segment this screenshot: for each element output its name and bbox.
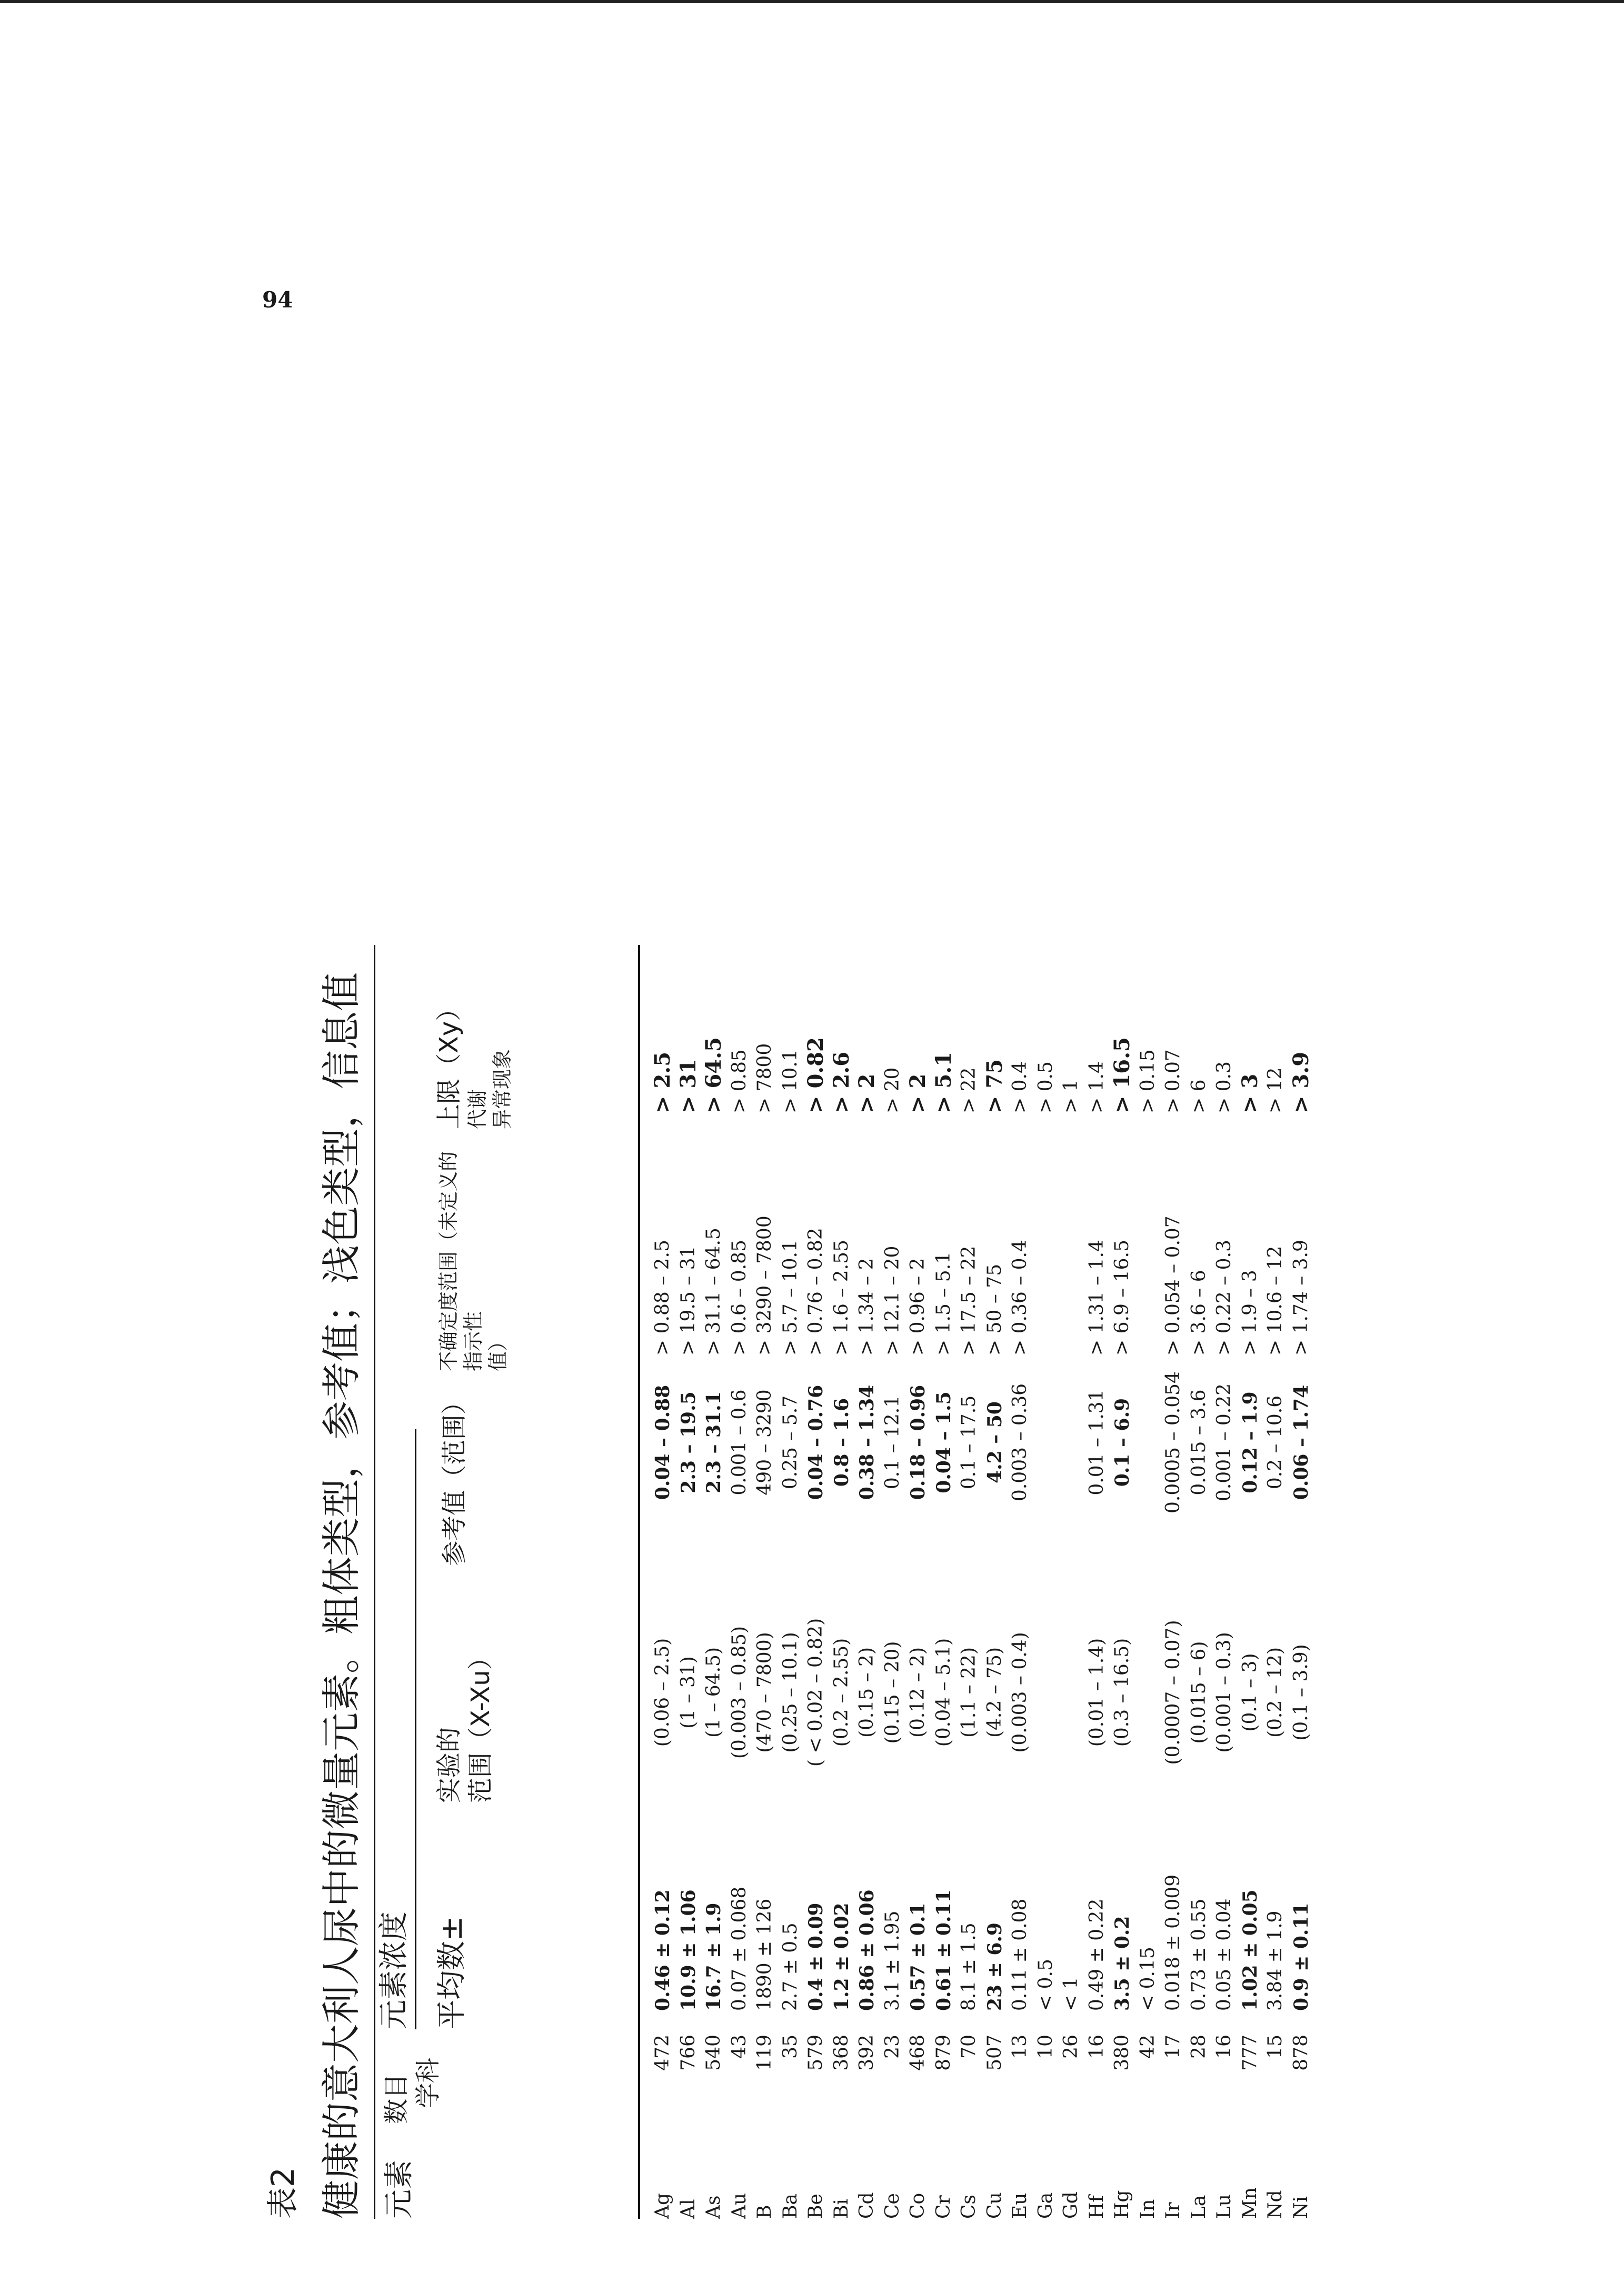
experimental-range-cell: (0.2 – 12)	[1264, 1647, 1286, 1738]
mean-cell: 0.018 ± 0.009	[1162, 1874, 1184, 2011]
header-rule-concentration	[415, 1429, 416, 2029]
mean-cell: 8.1 ± 1.5	[958, 1922, 980, 2011]
experimental-range-cell: (0.06 – 2.5)	[652, 1638, 673, 1747]
experimental-range-cell: (1 – 31)	[677, 1656, 699, 1729]
mean-cell: 1890 ± 126	[754, 1898, 775, 2011]
element-cell: Ni	[1290, 2196, 1312, 2219]
mean-cell: 3.1 ± 1.95	[881, 1910, 903, 2011]
experimental-range-cell: (4.2 – 75)	[983, 1647, 1005, 1738]
header-mean: 平均数±	[435, 1916, 469, 2029]
reference-range-cell: 0.001 – 0.6	[728, 1389, 750, 1496]
header-upper-2: 代谢	[466, 1089, 489, 1129]
mean-cell: < 1	[1060, 1977, 1082, 2011]
reference-range-cell: 0.04 – 0.76	[805, 1384, 827, 1500]
experimental-range-cell: (0.1 – 3)	[1239, 1653, 1261, 1732]
subjects-cell: 16	[1213, 2035, 1235, 2059]
header-subjects-2: 学科	[413, 2057, 443, 2108]
element-cell: Nd	[1264, 2190, 1286, 2219]
element-cell: Hg	[1111, 2190, 1133, 2219]
subjects-cell: 540	[703, 2035, 724, 2071]
uncertainty-range-cell: > 3.6 – 6	[1188, 1270, 1210, 1356]
experimental-range-cell: (0.015 – 6)	[1188, 1641, 1210, 1744]
mean-cell: 0.9 ± 0.11	[1290, 1902, 1312, 2011]
header-rule-bottom	[638, 945, 640, 2219]
header-upper-3: 异常现象	[491, 1049, 514, 1129]
reference-range-cell: 0.06 – 1.74	[1290, 1384, 1312, 1500]
upper-limit-cell: > 2	[905, 1073, 930, 1113]
subjects-cell: 13	[1009, 2035, 1031, 2059]
mean-cell: 0.05 ± 0.04	[1213, 1898, 1235, 2011]
subjects-cell: 879	[932, 2035, 954, 2071]
upper-limit-cell: > 3.9	[1288, 1051, 1313, 1113]
table-caption: 表2	[265, 2167, 302, 2219]
uncertainty-range-cell: > 10.6 – 12	[1264, 1245, 1286, 1356]
uncertainty-range-cell: > 0.76 – 0.82	[805, 1228, 826, 1356]
mean-cell: 0.57 ± 0.1	[907, 1902, 929, 2011]
subjects-cell: 16	[1085, 2035, 1108, 2059]
element-cell: Ag	[652, 2193, 673, 2219]
upper-limit-cell: > 2.6	[829, 1051, 854, 1113]
upper-limit-cell: > 12	[1264, 1067, 1286, 1113]
subjects-cell: 392	[856, 2035, 878, 2071]
top-border-rule	[0, 0, 1624, 3]
mean-cell: 0.07 ± 0.068	[728, 1886, 750, 2011]
mean-cell: 0.46 ± 0.12	[652, 1889, 674, 2011]
header-concentration: 元素浓度	[377, 1911, 411, 2029]
reference-range-cell: 0.04 – 1.5	[932, 1391, 955, 1493]
reference-range-cell: 0.8 – 1.6	[830, 1398, 853, 1487]
experimental-range-cell: ( < 0.02 – 0.82)	[805, 1618, 826, 1767]
element-cell: Be	[805, 2194, 826, 2219]
experimental-range-cell: (0.15 – 2)	[856, 1647, 878, 1738]
upper-limit-cell: > 0.07	[1162, 1049, 1184, 1113]
upper-limit-cell: > 31	[675, 1059, 701, 1113]
experimental-range-cell: (0.01 – 1.4)	[1085, 1638, 1108, 1747]
rotated-table-page	[232, 358, 1484, 2240]
reference-range-cell: 0.04 – 0.88	[652, 1384, 674, 1500]
subjects-cell: 878	[1290, 2035, 1312, 2071]
header-uncertain-2: 指示性	[462, 1311, 485, 1371]
mean-cell: 16.7 ± 1.9	[703, 1902, 725, 2011]
subjects-cell: 380	[1111, 2035, 1133, 2071]
uncertainty-range-cell: > 1.6 – 2.55	[830, 1240, 852, 1356]
uncertainty-range-cell: > 19.5 – 31	[677, 1245, 699, 1356]
element-cell: Al	[677, 2199, 699, 2219]
subjects-cell: 28	[1188, 2035, 1210, 2059]
uncertainty-range-cell: > 1.34 – 2	[856, 1258, 878, 1356]
reference-range-cell: 0.1 – 6.9	[1111, 1398, 1133, 1487]
upper-limit-cell: > 0.4	[1009, 1061, 1031, 1113]
header-reference: 参考值（范围）	[440, 1389, 469, 1566]
reference-range-cell: 0.01 – 1.31	[1085, 1389, 1108, 1496]
element-cell: Bi	[830, 2199, 852, 2219]
mean-cell: 10.9 ± 1.06	[677, 1889, 700, 2011]
subjects-cell: 17	[1162, 2035, 1184, 2059]
upper-limit-cell: > 2	[854, 1073, 879, 1113]
subjects-cell: 43	[728, 2035, 750, 2059]
uncertainty-range-cell: > 0.36 – 0.4	[1009, 1240, 1031, 1356]
element-cell: Lu	[1213, 2194, 1235, 2219]
page-number: 94	[262, 287, 293, 313]
reference-range-cell: 0.003 – 0.36	[1009, 1383, 1031, 1502]
reference-range-cell: 490 – 3290	[754, 1389, 775, 1496]
element-cell: Mn	[1239, 2187, 1261, 2219]
subjects-cell: 26	[1060, 2035, 1082, 2059]
element-cell: Ba	[779, 2194, 801, 2219]
uncertainty-range-cell: > 17.5 – 22	[958, 1245, 980, 1356]
experimental-range-cell: (0.0007 – 0.07)	[1162, 1620, 1184, 1765]
mean-cell: 0.11 ± 0.08	[1009, 1898, 1031, 2011]
header-upper-1: 上限（Xy）	[434, 995, 464, 1129]
element-cell: Ce	[881, 2193, 903, 2219]
element-cell: Ga	[1034, 2192, 1057, 2219]
subjects-cell: 42	[1137, 2035, 1159, 2059]
reference-range-cell: 0.0005 – 0.054	[1162, 1371, 1184, 1513]
reference-range-cell: 2.3 – 19.5	[677, 1391, 700, 1493]
mean-cell: < 0.15	[1137, 1947, 1159, 2011]
experimental-range-cell: (0.3 – 16.5)	[1111, 1638, 1133, 1747]
experimental-range-cell: (0.003 – 0.85)	[728, 1626, 750, 1759]
uncertainty-range-cell: > 0.96 – 2	[907, 1258, 929, 1356]
uncertainty-range-cell: > 0.054 – 0.07	[1162, 1215, 1184, 1356]
uncertainty-range-cell: > 1.31 – 1.4	[1085, 1240, 1108, 1356]
reference-range-cell: 0.001 – 0.22	[1213, 1383, 1235, 1502]
upper-limit-cell: > 0.15	[1137, 1049, 1159, 1113]
element-cell: La	[1188, 2195, 1210, 2219]
mean-cell: 3.5 ± 0.2	[1111, 1916, 1133, 2011]
mean-cell: 0.86 ± 0.06	[856, 1889, 878, 2011]
element-cell: Eu	[1009, 2193, 1031, 2219]
mean-cell: 0.73 ± 0.55	[1188, 1898, 1210, 2011]
upper-limit-cell: > 64.5	[701, 1037, 726, 1113]
upper-limit-cell: > 3	[1237, 1073, 1262, 1113]
header-uncertain-3: 值）	[486, 1331, 510, 1371]
element-cell: Hf	[1085, 2195, 1108, 2219]
experimental-range-cell: (0.001 – 0.3)	[1213, 1632, 1235, 1753]
upper-limit-cell: > 0.3	[1213, 1061, 1235, 1113]
upper-limit-cell: > 2.5	[650, 1051, 675, 1113]
mean-cell: 0.4 ± 0.09	[805, 1902, 827, 2011]
subjects-cell: 23	[881, 2035, 903, 2059]
mean-cell: 2.7 ± 0.5	[779, 1922, 801, 2011]
uncertainty-range-cell: > 1.74 – 3.9	[1290, 1240, 1312, 1356]
experimental-range-cell: (0.2 – 2.55)	[830, 1638, 852, 1747]
upper-limit-cell: > 10.1	[779, 1049, 801, 1113]
upper-limit-cell: > 1.4	[1085, 1061, 1108, 1113]
experimental-range-cell: (0.12 – 2)	[907, 1647, 929, 1738]
reference-range-cell: 0.12 – 1.9	[1239, 1391, 1261, 1493]
mean-cell: 3.84 ± 1.9	[1264, 1910, 1286, 2011]
header-uncertain-1: 不确定度范围（未定义的	[437, 1151, 460, 1371]
experimental-range-cell: (1 – 64.5)	[703, 1647, 724, 1738]
element-cell: In	[1137, 2199, 1159, 2219]
uncertainty-range-cell: > 12.1 – 20	[881, 1245, 903, 1356]
reference-range-cell: 0.18 – 0.96	[907, 1384, 929, 1500]
uncertainty-range-cell: > 1.9 – 3	[1239, 1270, 1261, 1356]
upper-limit-cell: > 0.85	[728, 1049, 750, 1113]
subjects-cell: 472	[652, 2035, 673, 2071]
subjects-cell: 507	[983, 2035, 1005, 2071]
header-exp-range-1: 实验的	[434, 1727, 464, 1803]
subjects-cell: 766	[677, 2035, 699, 2071]
uncertainty-range-cell: > 0.22 – 0.3	[1213, 1240, 1235, 1356]
header-subjects-1: 数目	[382, 2073, 411, 2124]
uncertainty-range-cell: > 3290 – 7800	[754, 1215, 775, 1356]
subjects-cell: 10	[1034, 2035, 1057, 2059]
uncertainty-range-cell: > 50 – 75	[983, 1263, 1005, 1356]
subjects-cell: 119	[754, 2035, 775, 2071]
uncertainty-range-cell: > 1.5 – 5.1	[932, 1252, 954, 1356]
element-cell: Ir	[1162, 2202, 1184, 2219]
upper-limit-cell: > 5.1	[931, 1051, 956, 1113]
uncertainty-range-cell: > 6.9 – 16.5	[1111, 1240, 1133, 1356]
subjects-cell: 777	[1239, 2035, 1261, 2071]
experimental-range-cell: (0.15 – 20)	[881, 1641, 903, 1744]
mean-cell: 1.02 ± 0.05	[1239, 1889, 1261, 2011]
subjects-cell: 15	[1264, 2035, 1286, 2059]
uncertainty-range-cell: > 0.6 – 0.85	[728, 1240, 750, 1356]
upper-limit-cell: > 0.5	[1034, 1061, 1057, 1113]
header-exp-range-2: 范围（X-Xu）	[466, 1645, 495, 1803]
uncertainty-range-cell: > 5.7 – 10.1	[779, 1240, 801, 1356]
element-cell: Cs	[958, 2194, 980, 2219]
upper-limit-cell: > 1	[1060, 1079, 1082, 1113]
element-cell: Gd	[1060, 2191, 1082, 2219]
reference-range-cell: 0.2 – 10.6	[1264, 1395, 1286, 1490]
reference-range-cell: 2.3 – 31.1	[703, 1391, 725, 1493]
upper-limit-cell: > 0.82	[803, 1037, 828, 1113]
subjects-cell: 368	[830, 2035, 852, 2071]
mean-cell: 0.49 ± 0.22	[1085, 1898, 1108, 2011]
table-title: 健康的意大利人尿中的微量元素。粗体类型，参考值；浅色类型，信息值	[319, 972, 364, 2219]
element-cell: B	[754, 2205, 775, 2219]
experimental-range-cell: (0.1 – 3.9)	[1290, 1644, 1312, 1741]
upper-limit-cell: > 20	[881, 1067, 903, 1113]
uncertainty-range-cell: > 31.1 – 64.5	[703, 1228, 724, 1356]
mean-cell: 1.2 ± 0.02	[830, 1902, 853, 2011]
upper-limit-cell: > 6	[1188, 1079, 1210, 1113]
header-rule-full	[374, 945, 375, 2219]
upper-limit-cell: > 16.5	[1110, 1037, 1134, 1113]
mean-cell: 0.61 ± 0.11	[932, 1889, 955, 2011]
mean-cell: 23 ± 6.9	[983, 1922, 1006, 2011]
mean-cell: < 0.5	[1034, 1959, 1057, 2011]
uncertainty-range-cell: > 0.88 – 2.5	[652, 1240, 673, 1356]
upper-limit-cell: > 22	[958, 1067, 980, 1113]
reference-range-cell: 4.2 – 50	[983, 1401, 1006, 1483]
subjects-cell: 35	[779, 2035, 801, 2059]
element-cell: Cu	[983, 2192, 1005, 2219]
experimental-range-cell: (0.25 – 10.1)	[779, 1632, 801, 1753]
experimental-range-cell: (470 – 7800)	[754, 1632, 775, 1753]
subjects-cell: 579	[805, 2035, 826, 2071]
reference-range-cell: 0.015 – 3.6	[1188, 1389, 1210, 1496]
element-cell: Cr	[932, 2195, 954, 2219]
element-cell: As	[703, 2195, 724, 2219]
element-cell: Cd	[856, 2192, 878, 2219]
experimental-range-cell: (0.003 – 0.4)	[1009, 1632, 1031, 1753]
subjects-cell: 468	[907, 2035, 929, 2071]
experimental-range-cell: (1.1 – 22)	[958, 1647, 980, 1738]
upper-limit-cell: > 75	[982, 1059, 1007, 1113]
experimental-range-cell: (0.04 – 5.1)	[932, 1638, 954, 1747]
element-cell: Co	[907, 2193, 929, 2219]
element-cell: Au	[728, 2193, 750, 2219]
reference-range-cell: 0.38 – 1.34	[856, 1384, 878, 1500]
reference-range-cell: 0.1 – 12.1	[881, 1395, 903, 1490]
reference-range-cell: 0.25 – 5.7	[779, 1395, 801, 1490]
subjects-cell: 70	[958, 2035, 980, 2059]
upper-limit-cell: > 7800	[754, 1043, 775, 1113]
reference-range-cell: 0.1 – 17.5	[958, 1395, 980, 1490]
header-element: 元素	[382, 2160, 416, 2219]
